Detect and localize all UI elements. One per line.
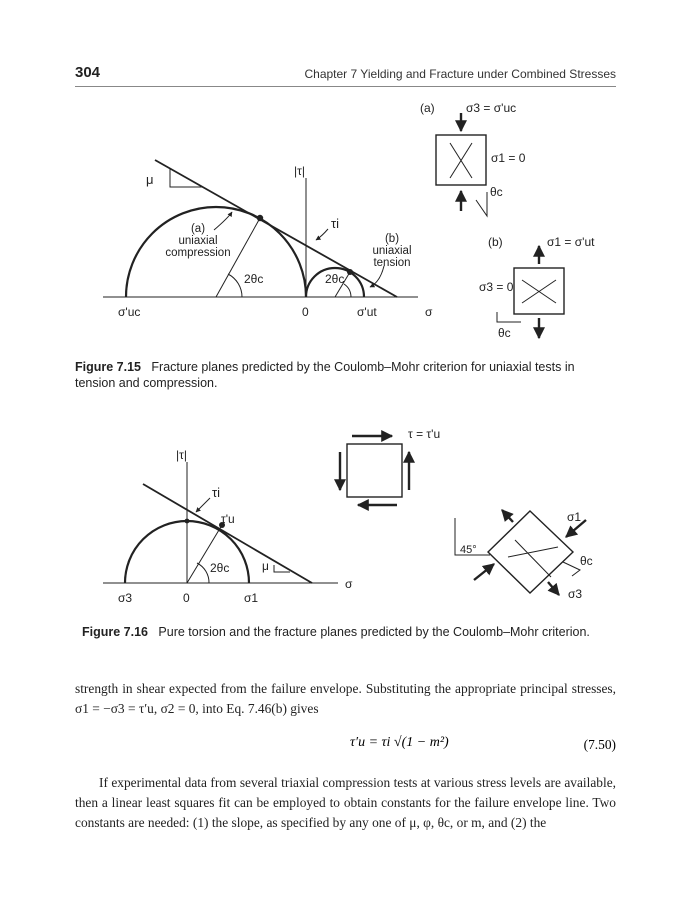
sigma-axis-label: σ [425,305,433,319]
panel-a-label: (a) [420,101,435,115]
sigma-ut-label: σ'ut [357,305,377,319]
angle-45-label: 45° [460,544,477,556]
page-number: 304 [75,64,101,81]
running-head: Chapter 7 Yielding and Fracture under Combined Stresses [304,67,616,81]
panel-a-sigma3: σ3 = σ'uc [466,101,517,115]
rotated-arrow-sw [474,564,494,580]
tau-equals-label: τ = τ'u [408,427,441,441]
circle-a-label-3: compression [165,247,231,259]
caption-label: Figure 7.15 [75,360,141,374]
zero-label: 0 [302,305,309,319]
equation-expression: τ′u = τi √(1 − m²) [350,735,449,750]
panel-b-label: (b) [488,235,503,249]
two-theta-c-label-2: 2θc [210,561,230,575]
theta-wedge-rotated [563,562,580,576]
tangent-point-tension [347,269,353,275]
panel-b-sigma1: σ1 = σ'ut [547,235,595,249]
circle-b-label: (b) [384,233,400,245]
tau-i-label-2: τi [212,485,221,500]
tau-axis-label: |τ| [294,164,305,178]
rotated-arrow-nw [502,510,513,522]
element-sigma1-label: σ1 [567,510,582,524]
two-theta-c-label-b: 2θc [325,272,345,286]
shear-element [340,436,409,505]
panel-b-theta: θc [498,326,511,340]
element-theta-label: θc [580,554,593,568]
rotated-crack-2 [508,547,558,557]
rotated-arrow-se [548,582,559,595]
panel-a-theta-wedge [476,192,487,216]
zero-label-2: 0 [183,591,190,605]
mu-label: μ [146,172,154,187]
mu-label-2: μ [262,559,269,573]
figure-7-15-caption [75,359,615,391]
sigma-axis-label-2: σ [345,577,353,591]
body-paragraph-2: If experimental data from several triaxial compression tests at various stress levels are available, then a linear least squares fit can be employed to obtain constants for the failure envelope line. Two constants are needed: (1) the slope, as specified by any one of μ, φ, θc, or m, and (2) the [75,775,616,830]
angle-arc-torsion [197,563,209,583]
panel-a-theta: θc [490,185,503,199]
two-theta-c-label-a: 2θc [244,272,264,286]
equation-number: (7.50) [583,737,616,752]
circle-b-label-3: tension [373,257,411,269]
leader-a [214,212,232,230]
tau-i-label: τi [331,216,340,231]
panel-b-sigma3: σ3 = 0 [479,280,514,294]
rotated-crack-1 [515,540,551,577]
shear-square [347,444,402,497]
body-paragraph-1: strength in shear expected from the failure envelope. Substituting the appropriate principal stresses, σ1 = −σ3 = τ′u, σ2 = 0, into Eq. 7.46(b) gives [75,681,616,716]
sigma1-label: σ1 [244,591,259,605]
leader-tau-i [316,229,328,240]
tangent-point-compression [257,215,263,221]
panel-a-element [436,113,487,216]
tau-u-label: τ'u [221,512,235,526]
circle-a-label-2: uniaxial [178,235,218,247]
tau-u-point [185,519,190,524]
equation-7-50 [75,735,616,757]
leader-tau-i-2 [196,498,210,512]
circle-a-label: (a) [190,223,206,235]
caption-text: Fracture planes predicted by the Coulomb–Mohr criterion for uniaxial tests in tension and compression. [75,360,575,390]
panel-a-sigma1: σ1 = 0 [491,151,526,165]
caption-text: Pure torsion and the fracture planes predicted by the Coulomb–Mohr criterion. [158,625,590,639]
element-sigma3-label: σ3 [568,587,583,601]
circle-b-label-2: uniaxial [372,245,412,257]
sigma3-label: σ3 [118,591,133,605]
sigma-uc-label: σ'uc [118,305,141,319]
caption-label: Figure 7.16 [82,625,148,639]
angle-arc-tension [344,284,351,297]
figure-7-16-caption [82,624,622,640]
tau-axis-label-2: |τ| [176,448,187,462]
angle-arc-compression [228,274,242,297]
